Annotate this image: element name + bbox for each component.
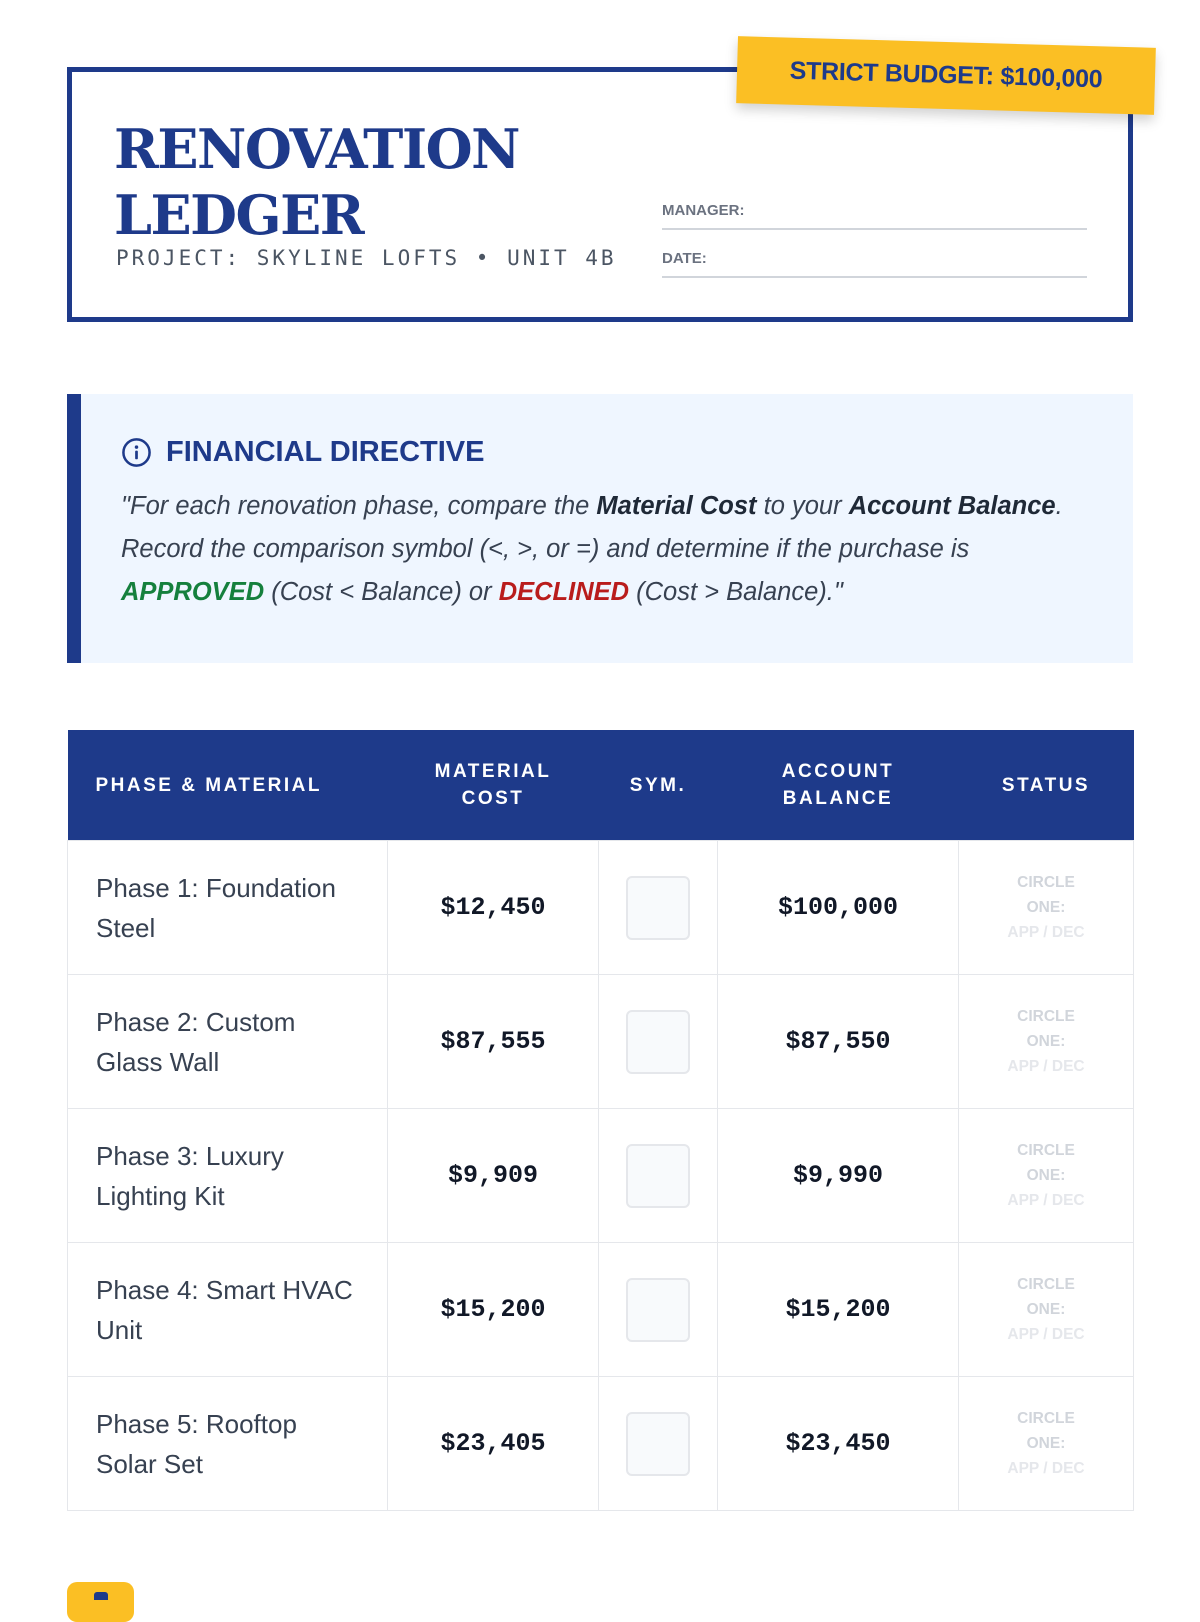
budget-tag: STRICT BUDGET: $100,000 <box>736 36 1156 115</box>
table-row <box>68 975 1134 1109</box>
manager-label: MANAGER: <box>662 202 745 219</box>
ledger-table <box>67 730 1134 1511</box>
status-cell[interactable] <box>959 841 1134 975</box>
status-text: CIRCLE <box>1017 1008 1075 1025</box>
status-options: APP / DEC <box>1007 1326 1085 1343</box>
header-material-cost <box>388 730 599 841</box>
material-cost-cell: $23,405 <box>388 1377 599 1511</box>
title-line-2: LEDGER <box>114 183 364 247</box>
account-balance-cell: $100,000 <box>718 841 959 975</box>
material-cost-cell: $9,909 <box>388 1109 599 1243</box>
status-cell[interactable] <box>959 1243 1134 1377</box>
directive-text-part: (Cost < Balance) or <box>264 578 499 606</box>
directive-text-part: to your <box>756 492 849 520</box>
declined-term: DECLINED <box>498 578 630 606</box>
table-row <box>68 841 1134 975</box>
badge-icon <box>94 1592 108 1600</box>
directive-heading: FINANCIAL DIRECTIVE <box>166 436 485 468</box>
status-text: ONE: <box>1026 1167 1066 1184</box>
financial-directive <box>67 394 1133 663</box>
phase-cell: Phase 2: Custom Glass Wall <box>68 975 388 1109</box>
directive-text-part: "For each renovation phase, compare the <box>121 492 597 520</box>
approved-term: APPROVED <box>121 578 265 606</box>
symbol-cell <box>599 975 718 1109</box>
status-options: APP / DEC <box>1007 1058 1085 1075</box>
symbol-cell <box>599 1109 718 1243</box>
symbol-input-box[interactable] <box>626 1010 690 1074</box>
symbol-cell <box>599 1377 718 1511</box>
status-options: APP / DEC <box>1007 1460 1085 1477</box>
material-cost-cell: $87,555 <box>388 975 599 1109</box>
header-symbol: SYM. <box>599 730 718 841</box>
info-icon <box>121 437 152 468</box>
table-row <box>68 1243 1134 1377</box>
material-cost-cell: $15,200 <box>388 1243 599 1377</box>
status-text: ONE: <box>1026 1301 1066 1318</box>
account-balance-cell: $15,200 <box>718 1243 959 1377</box>
directive-text-part: . Record the comparison symbol (<, >, or =) and determine if the purchase is <box>121 492 1063 563</box>
header-text: MATERIAL <box>434 761 552 782</box>
symbol-cell <box>599 841 718 975</box>
header-account-balance <box>718 730 959 841</box>
symbol-input-box[interactable] <box>626 1144 690 1208</box>
table-header-row <box>68 730 1134 841</box>
page-title <box>114 116 584 248</box>
status-text: CIRCLE <box>1017 1410 1075 1427</box>
account-balance-cell: $87,550 <box>718 975 959 1109</box>
phase-cell: Phase 3: Luxury Lighting Kit <box>68 1109 388 1243</box>
phase-cell: Phase 5: Rooftop Solar Set <box>68 1377 388 1511</box>
material-cost-cell: $12,450 <box>388 841 599 975</box>
directive-heading-row <box>121 436 1093 469</box>
phase-cell: Phase 1: Foundation Steel <box>68 841 388 975</box>
header-text: BALANCE <box>782 788 894 809</box>
status-cell[interactable] <box>959 975 1134 1109</box>
phase-cell: Phase 4: Smart HVAC Unit <box>68 1243 388 1377</box>
footer-badge <box>67 1582 134 1622</box>
date-label: DATE: <box>662 250 707 267</box>
table-row <box>68 1377 1134 1511</box>
status-options: APP / DEC <box>1007 1192 1085 1209</box>
header-status: STATUS <box>959 730 1134 841</box>
account-balance-cell: $23,450 <box>718 1377 959 1511</box>
account-balance-term: Account Balance <box>848 492 1056 520</box>
manager-field[interactable] <box>662 202 1087 230</box>
symbol-input-box[interactable] <box>626 1278 690 1342</box>
status-cell[interactable] <box>959 1109 1134 1243</box>
symbol-cell <box>599 1243 718 1377</box>
account-balance-cell: $9,990 <box>718 1109 959 1243</box>
symbol-input-box[interactable] <box>626 1412 690 1476</box>
status-cell[interactable] <box>959 1377 1134 1511</box>
header-text: COST <box>461 788 525 809</box>
material-cost-term: Material Cost <box>596 492 757 520</box>
status-text: CIRCLE <box>1017 1276 1075 1293</box>
status-text: CIRCLE <box>1017 1142 1075 1159</box>
title-line-1: RENOVATION <box>114 117 519 181</box>
symbol-input-box[interactable] <box>626 876 690 940</box>
status-text: ONE: <box>1026 1435 1066 1452</box>
status-text: ONE: <box>1026 1033 1066 1050</box>
status-text: ONE: <box>1026 899 1066 916</box>
header-text: ACCOUNT <box>781 761 895 782</box>
status-text: CIRCLE <box>1017 874 1075 891</box>
status-options: APP / DEC <box>1007 924 1085 941</box>
date-field[interactable] <box>662 250 1087 278</box>
header-phase: PHASE & MATERIAL <box>68 730 388 841</box>
project-subtitle: PROJECT: SKYLINE LOFTS • UNIT 4B <box>116 246 617 270</box>
directive-text-part: (Cost > Balance)." <box>629 578 843 606</box>
table-row <box>68 1109 1134 1243</box>
directive-text <box>121 485 1093 614</box>
